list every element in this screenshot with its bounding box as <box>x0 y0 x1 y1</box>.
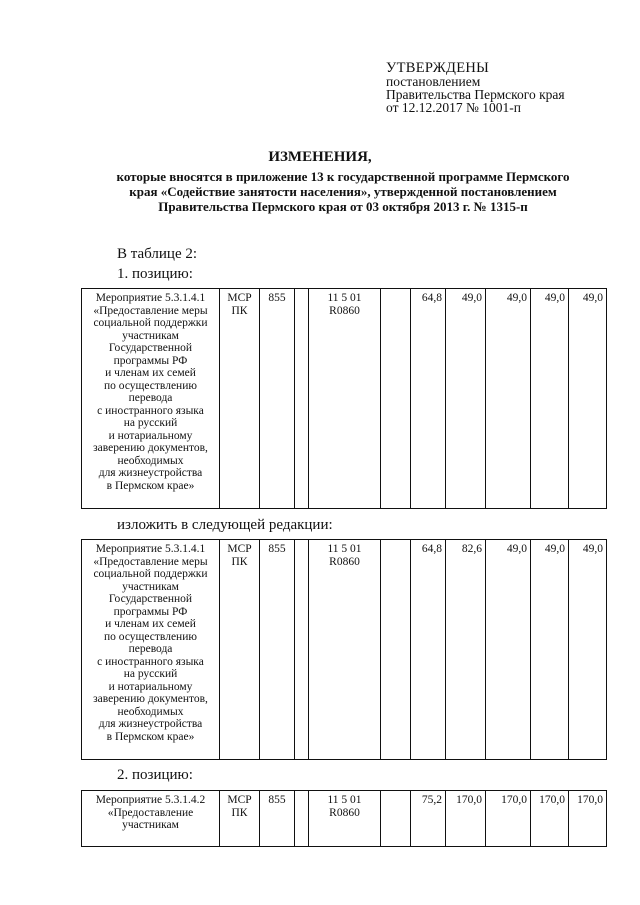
activity-name-line: заверению документов, <box>93 442 208 454</box>
activity-name-line: программы РФ <box>113 354 188 367</box>
replace-label: изложить в следующей редакции: <box>117 517 333 533</box>
approval-line: постановлением <box>386 74 481 89</box>
executor-line: МСР <box>227 292 252 304</box>
blank-cell <box>381 791 411 847</box>
activity-name-line: Мероприятие 5.3.1.4.1 <box>95 292 206 304</box>
activity-name-line: на русский <box>123 417 178 429</box>
value-cell: 170,0 <box>569 791 607 847</box>
activity-name-line: необходимых <box>117 454 184 467</box>
activity-name-line: по осуществлению <box>104 379 197 392</box>
activity-name-line: для жизнеустройства <box>98 718 203 730</box>
activity-name-line: участникам <box>122 819 179 831</box>
approval-line: Правительства Пермского края <box>386 87 565 102</box>
kbk-line: R0860 <box>329 555 360 568</box>
kbk-cell <box>309 791 381 847</box>
activity-name-line: и членам их семей <box>105 618 196 630</box>
executor-line: МСР <box>227 794 252 806</box>
approval-line: от 12.12.2017 № 1001-п <box>386 100 521 115</box>
activity-name-line: и нотариальному <box>108 680 193 693</box>
activity-name-line: на русский <box>123 668 178 680</box>
approval-stamp <box>386 62 565 114</box>
approval-heading: УТВЕРЖДЕНЫ <box>386 60 490 76</box>
activity-name-line: участникам <box>122 580 179 593</box>
intro-text: В таблице 2: <box>117 246 198 262</box>
activity-name-line: «Предоставление меры <box>93 304 208 317</box>
value-cell: 49,0 <box>486 540 531 760</box>
activity-name-line: и членам их семей <box>105 367 196 379</box>
kbk-line: R0860 <box>329 304 360 317</box>
activity-name-line: необходимых <box>117 705 184 718</box>
table-row-2 <box>81 539 607 760</box>
section1-label: 1. позицию: <box>117 266 193 282</box>
activity-name-line: «Предоставление <box>107 806 194 819</box>
table-row-3 <box>81 790 607 847</box>
value-cell: 49,0 <box>531 540 569 760</box>
executor-cell <box>220 540 260 760</box>
section2-label: 2. позицию: <box>117 767 193 783</box>
value-cell: 49,0 <box>569 540 607 760</box>
activity-name-line: с иностранного языка <box>97 404 204 417</box>
subtitle-line: которые вносятся в приложение 13 к государственной программе Пермского <box>116 169 570 184</box>
activity-name-line: программы РФ <box>113 605 188 618</box>
activity-name-line: Государственной <box>108 342 193 354</box>
activity-name-line: участникам <box>122 329 179 342</box>
blank-cell <box>295 289 309 509</box>
activity-name-line: и нотариальному <box>108 429 193 442</box>
executor-line: ПК <box>231 555 248 568</box>
executor-line: МСР <box>227 543 252 555</box>
activity-name-line: перевода <box>128 392 173 404</box>
activity-name-line: Мероприятие 5.3.1.4.2 <box>95 794 206 806</box>
kbk-cell <box>309 289 381 509</box>
activity-name-line: Мероприятие 5.3.1.4.1 <box>95 543 206 555</box>
activity-name-line: социальной поддержки <box>93 317 208 329</box>
value-cell: 82,6 <box>446 540 486 760</box>
value-cell: 64,8 <box>411 289 446 509</box>
subtitle-line: Правительства Пермского края от 03 октября 2013 г. № 1315-п <box>158 199 528 214</box>
activity-name-line: Государственной <box>108 593 193 605</box>
activity-name-cell <box>82 540 220 760</box>
value-cell: 49,0 <box>486 289 531 509</box>
activity-name-line: в Пермском крае» <box>106 730 195 743</box>
document-subtitle <box>80 169 606 214</box>
table-row-1 <box>81 288 607 509</box>
value-cell: 64,8 <box>411 540 446 760</box>
grbs-cell: 855 <box>260 289 295 509</box>
value-cell: 49,0 <box>531 289 569 509</box>
activity-name-line: заверению документов, <box>93 693 208 705</box>
activity-name-line: с иностранного языка <box>97 655 204 668</box>
activity-name-line: социальной поддержки <box>93 568 208 580</box>
activity-name-cell <box>82 289 220 509</box>
activity-name-line: «Предоставление меры <box>93 555 208 568</box>
value-cell: 170,0 <box>531 791 569 847</box>
kbk-line: 11 5 01 <box>327 292 362 304</box>
kbk-cell <box>309 540 381 760</box>
kbk-line: 11 5 01 <box>327 543 362 555</box>
blank-cell <box>381 289 411 509</box>
value-cell: 170,0 <box>446 791 486 847</box>
activity-name-line: в Пермском крае» <box>106 479 195 492</box>
blank-cell <box>295 540 309 760</box>
subtitle-line: края «Содействие занятости населения», утвержденной постановлением <box>129 184 557 199</box>
activity-name-cell <box>82 791 220 847</box>
value-cell: 170,0 <box>486 791 531 847</box>
executor-line: ПК <box>231 304 248 317</box>
executor-cell <box>220 791 260 847</box>
document-title: ИЗМЕНЕНИЯ, <box>268 149 372 165</box>
executor-line: ПК <box>231 806 248 819</box>
executor-cell <box>220 289 260 509</box>
kbk-line: 11 5 01 <box>327 794 362 806</box>
blank-cell <box>381 540 411 760</box>
activity-name-line: перевода <box>128 643 173 655</box>
activity-name-line: по осуществлению <box>104 630 197 643</box>
value-cell: 49,0 <box>446 289 486 509</box>
value-cell: 49,0 <box>569 289 607 509</box>
blank-cell <box>295 791 309 847</box>
grbs-cell: 855 <box>260 791 295 847</box>
grbs-cell: 855 <box>260 540 295 760</box>
activity-name-line: для жизнеустройства <box>98 467 203 479</box>
value-cell: 75,2 <box>411 791 446 847</box>
kbk-line: R0860 <box>329 806 360 819</box>
